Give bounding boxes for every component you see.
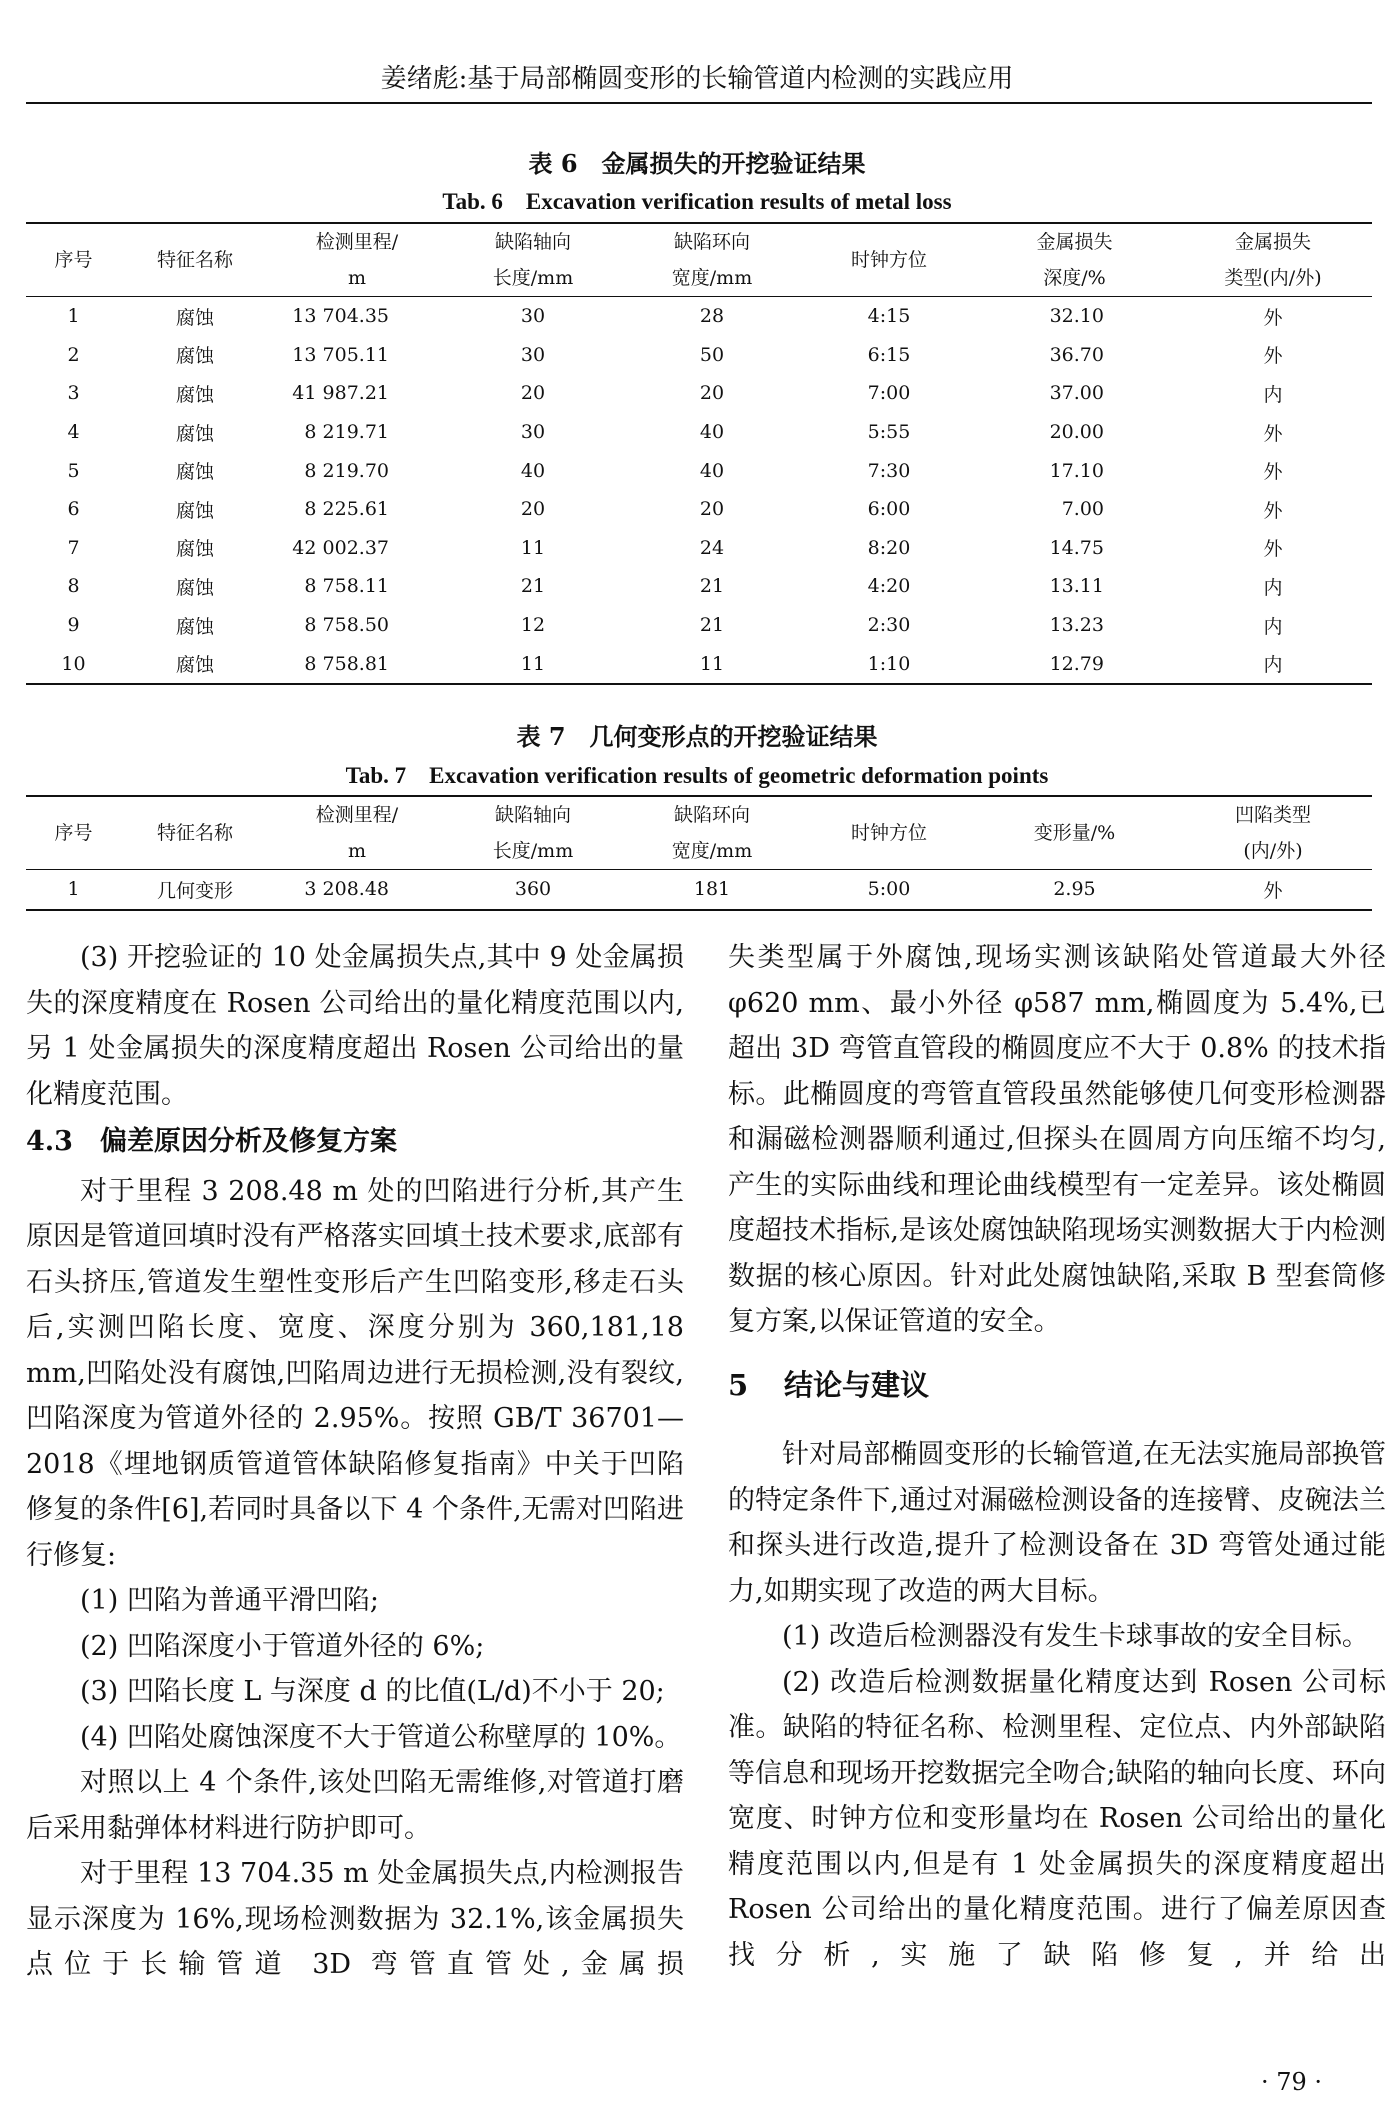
table-cell: 20 (520, 498, 546, 521)
section-heading (728, 1363, 1386, 1409)
table-row (26, 606, 1372, 645)
table6-header-cell (269, 223, 445, 297)
table-cell: 20.00 (1049, 421, 1104, 444)
table-cell: 13 705.11 (292, 343, 389, 366)
body-paragraph: (2) 改造后检测数据量化精度达到 Rosen 公司标准。缺陷的特征名称、检测里程、定位点、内外部缺陷等信息和现场开挖数据完全吻合;缺陷的轴向长度、环向宽度、时钟方位和变形量均在 Rosen 公司给出的量化精度范围以内,但是有 1 处金属损失的深度精度超出 Rosen 公司给出的量化精度范围。进行了偏差原因查找分析,实施了缺陷修复,并给出 (728, 1666, 1386, 1971)
table-cell: 7:00 (867, 382, 911, 405)
table-cell: 40 (520, 459, 546, 482)
table-cell: 6:15 (867, 343, 911, 366)
table-row (26, 413, 1372, 452)
table-cell: 24 (699, 536, 725, 559)
table-cell: 8 219.71 (304, 421, 389, 444)
table7-caption-zh: 表 7 几何变形点的开挖验证结果 (516, 722, 878, 751)
table-cell: 8 225.61 (304, 498, 389, 521)
table-cell: 腐蚀 (175, 383, 214, 406)
right-column (728, 935, 1386, 1978)
table6-header-text: 深度/% (1043, 267, 1106, 289)
table-cell: 内 (1263, 576, 1283, 599)
table7-header-text: 缺陷环向 (673, 804, 750, 826)
table-row (26, 490, 1372, 529)
table-cell: 8 758.11 (304, 575, 389, 598)
table-row (26, 644, 1372, 684)
table6-caption-en: Tab. 6 Excavation verification results of metal loss (442, 189, 952, 214)
table-row (26, 870, 1372, 910)
table-cell: 8 219.70 (304, 459, 389, 482)
table-cell: 6 (67, 498, 80, 521)
table-cell: 40 (699, 459, 725, 482)
table-cell: 20 (699, 382, 725, 405)
table-cell: 8 758.81 (304, 652, 389, 675)
table-cell: 腐蚀 (175, 538, 214, 561)
table-cell: 13.23 (1049, 614, 1104, 637)
table-cell: 外 (1263, 422, 1283, 445)
table7-header-text: 长度/mm (492, 840, 574, 862)
table6-caption-zh: 表 6 金属损失的开挖验证结果 (528, 149, 866, 178)
table-cell: 50 (699, 343, 725, 366)
table-cell: 3 (67, 382, 80, 405)
table-cell: 21 (699, 614, 725, 637)
table-cell: 腐蚀 (175, 499, 214, 522)
table-cell: 10 (61, 652, 86, 675)
table-cell: 4:15 (867, 305, 911, 328)
table-cell: 2:30 (867, 614, 911, 637)
table-cell: 21 (520, 575, 546, 598)
table7-header-text: m (347, 840, 367, 862)
table7-header-cell (975, 796, 1174, 870)
body-paragraph: (1) 凹陷为普通平滑凹陷; (80, 1585, 379, 1616)
table7-caption-en: Tab. 7 Excavation verification results of geometric deformation points (345, 763, 1049, 788)
body-paragraph: 对于里程 3 208.48 m 处的凹陷进行分析,其产生原因是管道回填时没有严格落实回填土技术要求,底部有石头挤压,管道发生塑性变形后产生凹陷变形,移走石头后,实测凹陷长度、宽度、深度分别为 360,181,18 mm,凹陷处没有腐蚀,凹陷周边进行无损检测,没有裂纹,凹陷深度为管道外径的 2.95%。按照 GB/T 36701—2018《埋地钢质管道管体缺陷修复指南》中关于凹陷修复的条件[6],若同时具备以下 4 个条件,无需对凹陷进行修复: (26, 1175, 684, 1571)
body-paragraph: 失类型属于外腐蚀,现场实测该缺陷处管道最大外径 φ620 mm、最小外径 φ587 mm,椭圆度为 5.4%,已超出 3D 弯管直管段的椭圆度应不大于 0.8% 的技术指标。此椭圆度的弯管直管段虽然能够使几何变形检测器和漏磁检测器顺利通过,但探头在圆周方向压缩不均匀,产生的实际曲线和理论曲线模型有一定差异。该处椭圆度超技术指标,是该处腐蚀缺陷现场实测数据大于内检测数据的核心原因。针对此处腐蚀缺陷,采取 B 型套筒修复方案,以保证管道的安全。 (728, 942, 1386, 1337)
table-cell: 7 (67, 536, 80, 559)
table-cell: 4:20 (867, 575, 911, 598)
body-paragraph: (3) 凹陷长度 L 与深度 d 的比值(L/d)不小于 20; (80, 1676, 665, 1707)
table-cell: 几何变形 (156, 879, 233, 902)
table6-header-text: 检测里程/ (315, 231, 399, 253)
table-cell: 14.75 (1049, 536, 1104, 559)
table-cell: 8 758.50 (304, 614, 389, 637)
table6-header-text: 缺陷轴向 (494, 231, 571, 253)
table7-header-cell (445, 796, 621, 870)
table7-header-text: 凹陷类型 (1234, 804, 1311, 826)
table-cell: 3 208.48 (304, 878, 389, 901)
table6-header-cell (975, 223, 1174, 297)
table-cell: 13 704.35 (292, 305, 389, 328)
table-cell: 13.11 (1049, 575, 1104, 598)
table-cell: 5 (67, 459, 80, 482)
table-cell: 17.10 (1049, 459, 1104, 482)
table-cell: 4 (67, 421, 80, 444)
table7-header-text: (内/外) (1243, 840, 1303, 862)
table-cell: 30 (520, 421, 546, 444)
section-number: 5 (728, 1367, 749, 1402)
table7-header-cell (621, 796, 803, 870)
table7-header-cell (803, 796, 975, 870)
table7-header-cell (26, 796, 121, 870)
table-cell: 37.00 (1049, 382, 1104, 405)
table-cell: 21 (699, 575, 725, 598)
table6-header-text: 特征名称 (156, 249, 233, 271)
running-header: 姜绪彪:基于局部椭圆变形的长输管道内检测的实践应用 (380, 64, 1014, 94)
table6-header-cell (621, 223, 803, 297)
table-cell: 8 (67, 575, 80, 598)
table6-header-cell (121, 223, 269, 297)
table-cell: 40 (699, 421, 725, 444)
table6-header-text: 长度/mm (492, 267, 574, 289)
table7-header-text: 变形量/% (1033, 822, 1116, 844)
table-row (26, 336, 1372, 375)
table7-header-cell (121, 796, 269, 870)
table6-header-text: 宽度/mm (671, 267, 753, 289)
table6-header-text: 时钟方位 (850, 249, 927, 271)
table-cell: 腐蚀 (175, 654, 214, 677)
table-row (26, 297, 1372, 336)
table-cell: 6:00 (867, 498, 911, 521)
table6 (26, 222, 1372, 685)
table-cell: 12.79 (1049, 652, 1104, 675)
table-cell: 7.00 (1061, 498, 1104, 521)
body-paragraph: 对照以上 4 个条件,该处凹陷无需维修,对管道打磨后采用黏弹体材料进行防护即可。 (26, 1767, 684, 1844)
body-paragraph: (2) 凹陷深度小于管道外径的 6%; (80, 1630, 485, 1662)
table-cell: 腐蚀 (175, 422, 214, 445)
table-cell: 5:55 (867, 421, 911, 444)
table-cell: 41 987.21 (292, 382, 389, 405)
table-cell: 30 (520, 343, 546, 366)
table-cell: 外 (1263, 306, 1283, 329)
table-cell: 20 (520, 382, 546, 405)
table6-header-text: 金属损失 (1036, 231, 1113, 253)
table-cell: 内 (1263, 383, 1283, 406)
table-cell: 28 (699, 305, 725, 328)
table-cell: 36.70 (1049, 343, 1104, 366)
table6-header-cell (803, 223, 975, 297)
left-column (26, 935, 684, 1988)
table6-header-text: 缺陷环向 (673, 231, 750, 253)
table-row (26, 451, 1372, 490)
table7-header-text: 序号 (54, 822, 93, 844)
table7-header-text: 宽度/mm (671, 840, 753, 862)
table7-header-text: 缺陷轴向 (494, 804, 571, 826)
table-cell: 腐蚀 (175, 615, 214, 638)
table6-header-text: 金属损失 (1234, 231, 1311, 253)
table7-header-cell (1174, 796, 1372, 870)
table7-header-text: 特征名称 (156, 822, 233, 844)
table-cell: 1:10 (867, 652, 911, 675)
header-rule (26, 102, 1372, 104)
table-cell: 1 (67, 305, 80, 328)
body-paragraph: 对于里程 13 704.35 m 处金属损失点,内检测报告显示深度为 16%,现场检测数据为 32.1%,该金属损失点位于长输管道 3D 弯管直管处,金属损 (26, 1858, 684, 1980)
table-cell: 7:30 (867, 459, 911, 482)
table-cell: 30 (520, 305, 546, 328)
table6-header-text: 类型(内/外) (1224, 267, 1322, 289)
table6-header-cell (26, 223, 121, 297)
table-row (26, 374, 1372, 413)
page-number: · 79 · (1260, 2068, 1322, 2096)
table6-header-cell (445, 223, 621, 297)
table-cell: 外 (1263, 879, 1283, 902)
table7 (26, 795, 1372, 911)
table7-header-cell (269, 796, 445, 870)
table-cell: 腐蚀 (175, 306, 214, 329)
table6-header-text: 序号 (54, 249, 93, 271)
table-cell: 12 (520, 614, 546, 637)
table-cell: 2 (67, 343, 80, 366)
table-cell: 9 (67, 614, 80, 637)
body-paragraph: (1) 改造后检测器没有发生卡球事故的安全目标。 (782, 1621, 1369, 1652)
table7-header-text: 时钟方位 (850, 822, 927, 844)
table-cell: 42 002.37 (292, 536, 389, 559)
section-title: 结论与建议 (784, 1367, 930, 1402)
table6-header-cell (1174, 223, 1372, 297)
table-cell: 11 (520, 536, 546, 559)
table-cell: 20 (699, 498, 725, 521)
table-cell: 32.10 (1049, 305, 1104, 328)
table-row (26, 529, 1372, 568)
table-cell: 360 (514, 878, 552, 901)
table-cell: 腐蚀 (175, 576, 214, 599)
table-cell: 腐蚀 (175, 345, 214, 368)
table-cell: 11 (699, 652, 725, 675)
section-heading: 4.3 偏差原因分析及修复方案 (26, 1126, 397, 1157)
table-cell: 腐蚀 (175, 461, 214, 484)
table-cell: 外 (1263, 538, 1283, 561)
table-cell: 外 (1263, 499, 1283, 522)
table-cell: 5:00 (867, 878, 911, 901)
table-cell: 181 (693, 878, 731, 901)
table-cell: 2.95 (1053, 878, 1096, 901)
table-row (26, 567, 1372, 606)
table-cell: 8:20 (867, 536, 911, 559)
table-cell: 外 (1263, 345, 1283, 368)
body-paragraph: (3) 开挖验证的 10 处金属损失点,其中 9 处金属损失的深度精度在 Rosen 公司给出的量化精度范围以内,另 1 处金属损失的深度精度超出 Rosen 公司给出的量化精度范围。 (26, 942, 684, 1110)
table7-header-text: 检测里程/ (315, 804, 399, 826)
body-paragraph: (4) 凹陷处腐蚀深度不大于管道公称壁厚的 10%。 (80, 1721, 682, 1753)
table-cell: 11 (520, 652, 546, 675)
table-cell: 内 (1263, 615, 1283, 638)
table-cell: 外 (1263, 461, 1283, 484)
body-paragraph: 针对局部椭圆变形的长输管道,在无法实施局部换管的特定条件下,通过对漏磁检测设备的连接臂、皮碗法兰和探头进行改造,提升了检测设备在 3D 弯管处通过能力,如期实现了改造的两大目标。 (728, 1439, 1386, 1607)
table6-header-text: m (347, 267, 367, 289)
table-cell: 1 (67, 878, 80, 901)
table-cell: 内 (1263, 654, 1283, 677)
